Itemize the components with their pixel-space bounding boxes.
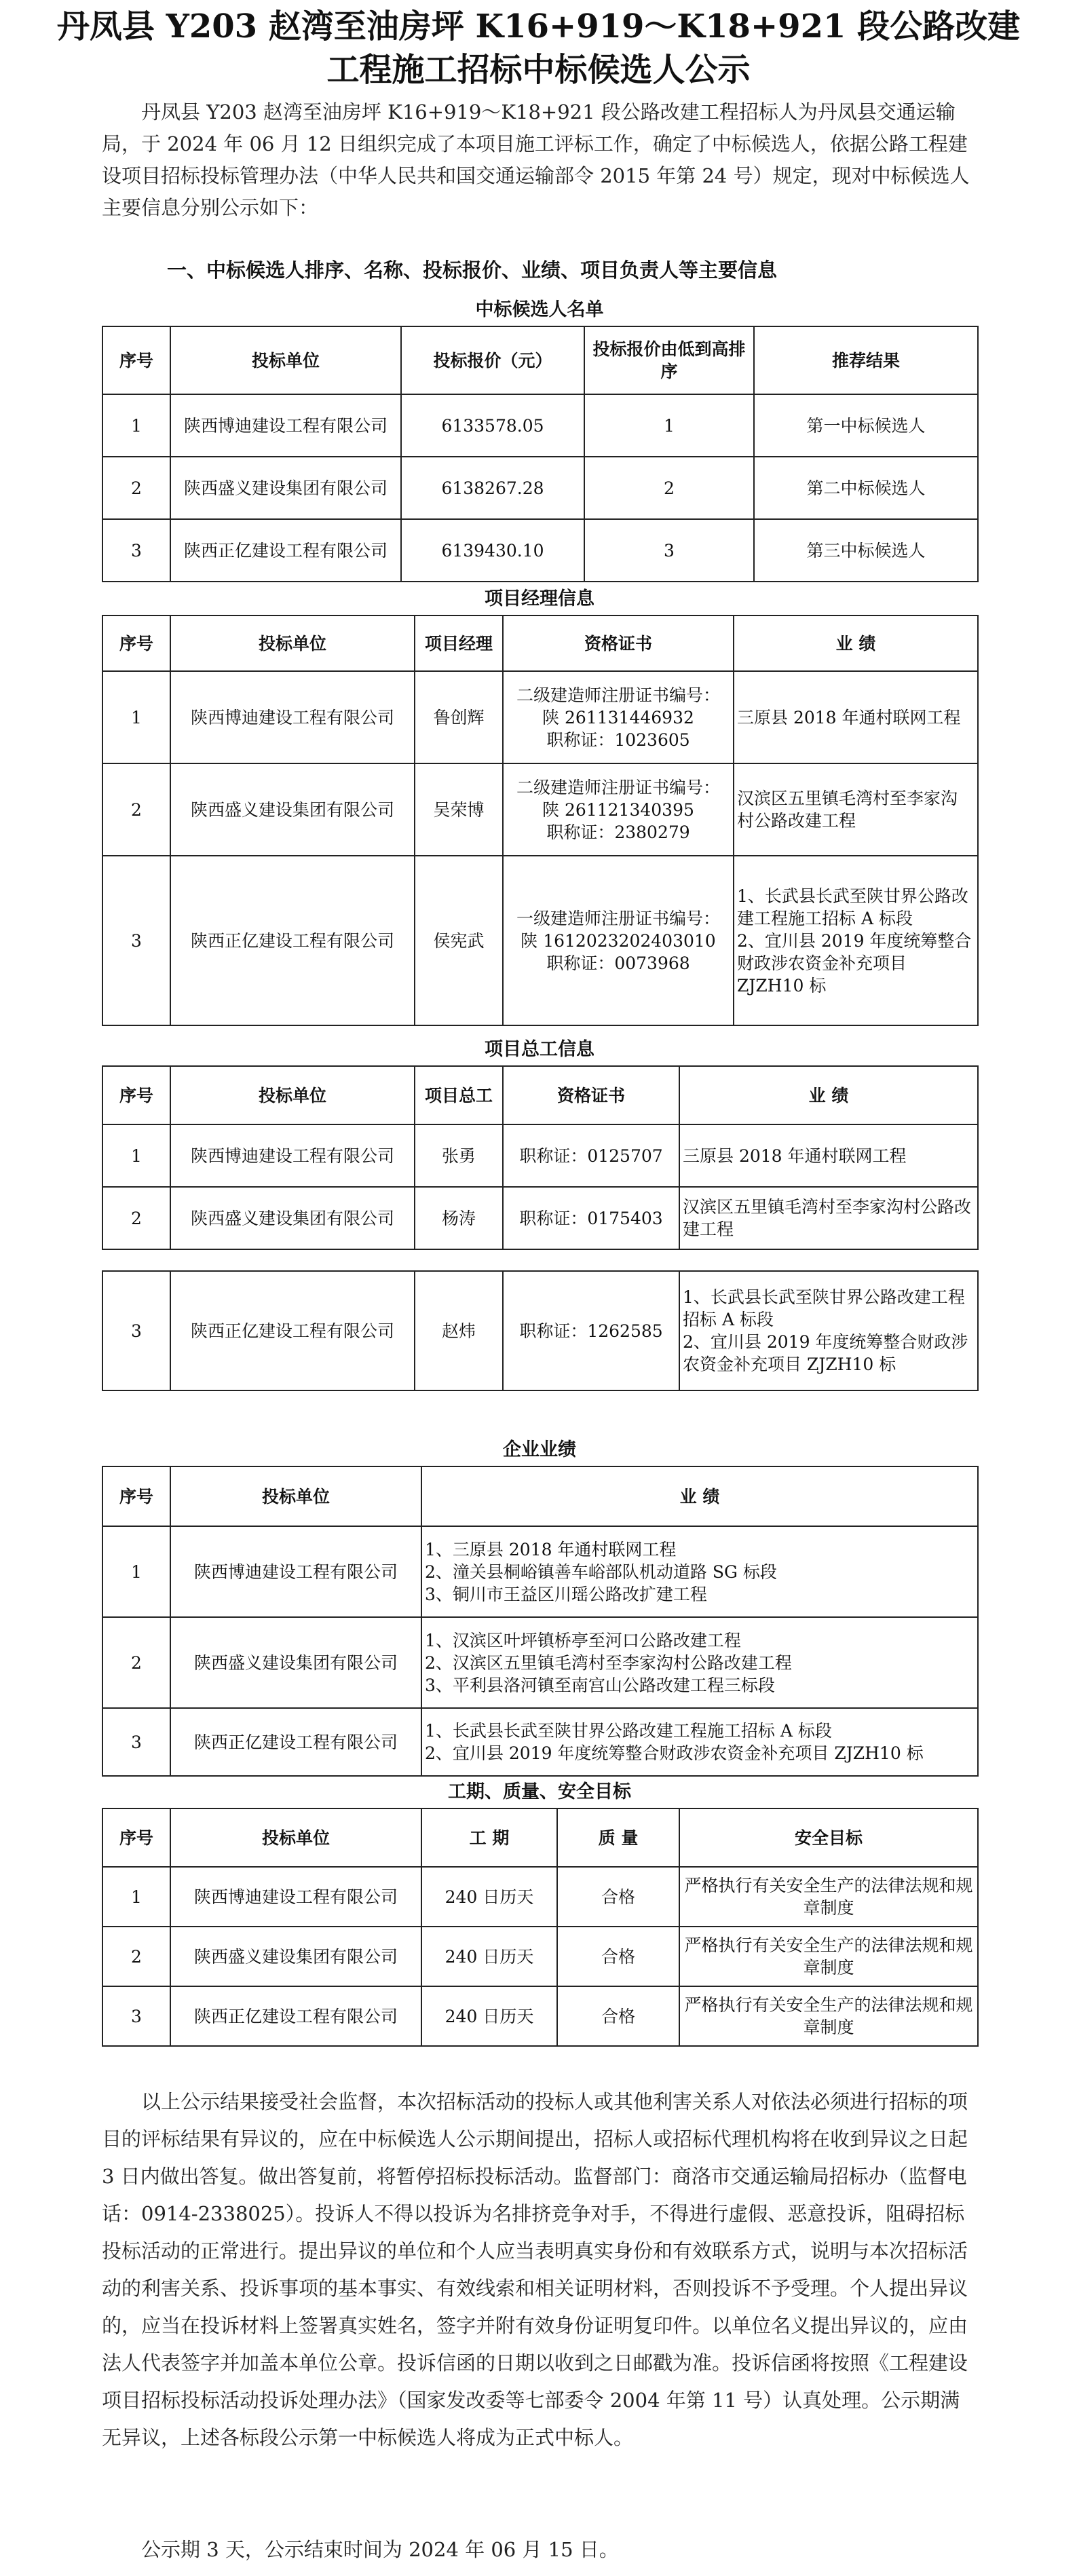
cell-no: 3 [102, 856, 170, 1025]
cert-line: 职称证：1023605 [546, 730, 690, 750]
cell-unit: 陕西正亿建设工程有限公司 [170, 856, 415, 1025]
cell-rank: 2 [584, 457, 754, 519]
cell-safety: 严格执行有关安全生产的法律法规和规章制度 [679, 1986, 978, 2046]
cell-price: 6138267.28 [401, 457, 584, 519]
cell-no: 2 [102, 457, 170, 519]
cell-result: 第三中标候选人 [754, 519, 978, 582]
perf-line: 3、平利县洛河镇至南宫山公路改建工程三标段 [425, 1675, 775, 1695]
cell-no: 3 [102, 519, 170, 582]
header-performance: 业 绩 [679, 1066, 978, 1124]
table-row [102, 1927, 978, 1986]
cell-duration: 240 日历天 [421, 1986, 557, 2046]
cert-line: 陕 1612023202403010 [521, 930, 716, 951]
cell-no: 2 [102, 763, 170, 856]
page-title-line2: 工程施工招标中标候选人公示 [326, 51, 751, 89]
cell-price: 6133578.05 [401, 394, 584, 457]
perf-line: 2、汉滨区五里镇毛湾村至李家沟村公路改建工程 [425, 1652, 792, 1673]
perf-line: 汉滨区五里镇毛湾村至李家沟村公路改建工程 [683, 1197, 972, 1239]
header-result: 推荐结果 [754, 326, 978, 394]
section-heading: 一、中标候选人排序、名称、投标报价、业绩、项目负责人等主要信息 [167, 259, 778, 282]
perf-line: 1、长武县长武至陕甘界公路改建工程施工招标 A 标段 [737, 886, 968, 928]
cell-performance [421, 1708, 978, 1776]
cert-line: 职称证：2380279 [546, 822, 690, 842]
cell-quality: 合格 [557, 1867, 679, 1927]
cell-certificate [503, 671, 734, 763]
table-row [102, 1124, 978, 1187]
table-row [102, 394, 978, 457]
table-row [102, 1617, 978, 1708]
perf-line: 1、汉滨区叶坪镇桥亭至河口公路改建工程 [425, 1630, 741, 1650]
header-unit: 投标单位 [170, 1066, 415, 1124]
table-header-row [102, 1466, 978, 1526]
header-unit: 投标单位 [170, 1808, 421, 1867]
cell-rank: 1 [584, 394, 754, 457]
cell-performance [679, 1124, 978, 1187]
cell-result: 第一中标候选人 [754, 394, 978, 457]
header-performance: 业 绩 [734, 615, 978, 671]
header-duration: 工 期 [421, 1808, 557, 1867]
cell-no: 1 [102, 1526, 170, 1617]
cell-no: 3 [102, 1271, 170, 1390]
cell-unit: 陕西正亿建设工程有限公司 [170, 519, 401, 582]
perf-line: 三原县 2018 年通村联网工程 [683, 1145, 907, 1166]
cert-line: 职称证：0073968 [546, 953, 690, 973]
cell-performance [679, 1271, 978, 1390]
table-row [102, 519, 978, 582]
table-row [102, 671, 978, 763]
header-unit: 投标单位 [170, 1466, 421, 1526]
cell-price: 6139430.10 [401, 519, 584, 582]
header-no: 序号 [102, 326, 170, 394]
perf-line: 2、宜川县 2019 年度统筹整合财政涉农资金补充项目 ZJZH10 标 [425, 1743, 924, 1763]
perf-line: 2、潼关县桐峪镇善车峪部队机动道路 SG 标段 [425, 1561, 777, 1582]
cell-rank: 3 [584, 519, 754, 582]
company-performance-caption: 企业业绩 [503, 1439, 576, 1460]
cell-unit: 陕西盛义建设集团有限公司 [170, 1617, 421, 1708]
header-chief-engineer: 项目总工 [415, 1066, 503, 1124]
cell-no: 2 [102, 1617, 170, 1708]
cell-unit: 陕西博迪建设工程有限公司 [170, 671, 415, 763]
cell-certificate [503, 856, 734, 1025]
header-safety: 安全目标 [679, 1808, 978, 1867]
cell-unit: 陕西博迪建设工程有限公司 [170, 1526, 421, 1617]
header-price: 投标报价（元） [401, 326, 584, 394]
header-rank: 投标报价由低到高排序 [584, 326, 754, 394]
header-quality: 质 量 [557, 1808, 679, 1867]
perf-line: 2、宜川县 2019 年度统筹整合财政涉农资金补充项目 ZJZH10 标 [683, 1332, 968, 1374]
table-header-row [102, 615, 978, 671]
cell-performance [734, 856, 978, 1025]
perf-line: 三原县 2018 年通村联网工程 [737, 707, 961, 727]
cell-unit: 陕西正亿建设工程有限公司 [170, 1271, 415, 1390]
cell-safety: 严格执行有关安全生产的法律法规和规章制度 [679, 1927, 978, 1986]
table-row [102, 1708, 978, 1776]
cell-unit: 陕西博迪建设工程有限公司 [170, 394, 401, 457]
perf-line: 1、长武县长武至陕甘界公路改建工程招标 A 标段 [683, 1287, 965, 1329]
cell-certificate [503, 763, 734, 856]
project-manager-caption: 项目经理信息 [485, 588, 594, 609]
publicity-period: 公示期 3 天，公示结束时间为 2024 年 06 月 15 日。 [141, 2538, 619, 2561]
cell-no: 3 [102, 1986, 170, 2046]
cell-performance [421, 1526, 978, 1617]
table-row [102, 1867, 978, 1927]
cell-safety: 严格执行有关安全生产的法律法规和规章制度 [679, 1867, 978, 1927]
header-no: 序号 [102, 1066, 170, 1124]
table-row [102, 1187, 978, 1249]
company-performance-table [102, 1466, 979, 1777]
cell-performance [679, 1187, 978, 1249]
cell-performance [421, 1617, 978, 1708]
table-row [102, 856, 978, 1025]
project-manager-table [102, 615, 979, 1026]
table-row [102, 1526, 978, 1617]
header-certificate: 资格证书 [503, 1066, 679, 1124]
table-row [102, 1271, 978, 1390]
intro-paragraph: 丹凤县 Y203 赵湾至油房坪 K16+919～K18+921 段公路改建工程招标人为丹凤县交通运输局，于 2024 年 06 月 12 日组织完成了本项目施工评标工作，确定了中标候选人，依据公路工程建设项目招标投标管理办法（中华人民共和国交通运输部令 2015 年第 24 号）规定，现对中标候选人主要信息分别公示如下： [102, 100, 970, 219]
cell-manager: 侯宪武 [415, 856, 503, 1025]
cert-line: 一级建造师注册证书编号： [516, 908, 720, 928]
cell-performance [734, 671, 978, 763]
cell-quality: 合格 [557, 1986, 679, 2046]
cell-chief-engineer: 杨涛 [415, 1187, 503, 1249]
cell-unit: 陕西博迪建设工程有限公司 [170, 1124, 415, 1187]
cell-no: 1 [102, 1124, 170, 1187]
cell-chief-engineer: 张勇 [415, 1124, 503, 1187]
cert-line: 陕 261131446932 [542, 707, 694, 727]
page-title-line1: 丹凤县 Y203 赵湾至油房坪 K16+919～K18+921 段公路改建 [56, 7, 1021, 45]
table-header-row [102, 326, 978, 394]
table-header-row [102, 1066, 978, 1124]
table-row [102, 1986, 978, 2046]
schedule-quality-safety-caption: 工期、质量、安全目标 [448, 1781, 631, 1802]
header-no: 序号 [102, 615, 170, 671]
cert-line: 二级建造师注册证书编号： [516, 777, 720, 797]
table-row [102, 763, 978, 856]
candidate-list-table [102, 326, 979, 582]
cell-manager: 吴荣博 [415, 763, 503, 856]
cert-line: 陕 261121340395 [542, 799, 694, 820]
cell-no: 3 [102, 1708, 170, 1776]
perf-line: 1、三原县 2018 年通村联网工程 [425, 1539, 677, 1559]
cell-duration: 240 日历天 [421, 1927, 557, 1986]
chief-engineer-caption: 项目总工信息 [485, 1039, 594, 1060]
cell-unit: 陕西盛义建设集团有限公司 [170, 763, 415, 856]
cell-no: 2 [102, 1187, 170, 1249]
cell-chief-engineer: 赵炜 [415, 1271, 503, 1390]
cell-unit: 陕西博迪建设工程有限公司 [170, 1867, 421, 1927]
cell-manager: 鲁创辉 [415, 671, 503, 763]
cell-duration: 240 日历天 [421, 1867, 557, 1927]
cell-no: 1 [102, 671, 170, 763]
cert-line: 二级建造师注册证书编号： [516, 685, 720, 705]
cell-unit: 陕西盛义建设集团有限公司 [170, 457, 401, 519]
header-unit: 投标单位 [170, 326, 401, 394]
cell-result: 第二中标候选人 [754, 457, 978, 519]
table-header-row [102, 1808, 978, 1867]
table-row [102, 457, 978, 519]
header-no: 序号 [102, 1808, 170, 1867]
perf-line: 3、铜川市王益区川瑶公路改扩建工程 [425, 1584, 707, 1604]
cell-performance [734, 763, 978, 856]
cell-unit: 陕西盛义建设集团有限公司 [170, 1927, 421, 1986]
cell-unit: 陕西正亿建设工程有限公司 [170, 1708, 421, 1776]
cell-no: 1 [102, 394, 170, 457]
header-no: 序号 [102, 1466, 170, 1526]
chief-engineer-table-continued [102, 1270, 979, 1391]
perf-line: 2、宜川县 2019 年度统筹整合财政涉农资金补充项目 ZJZH10 标 [737, 930, 972, 996]
cell-certificate: 职称证：0125707 [503, 1124, 679, 1187]
schedule-quality-safety-table [102, 1808, 979, 2047]
cell-unit: 陕西盛义建设集团有限公司 [170, 1187, 415, 1249]
cell-certificate: 职称证：1262585 [503, 1271, 679, 1390]
cell-no: 1 [102, 1867, 170, 1927]
closing-paragraph: 以上公示结果接受社会监督，本次招标活动的投标人或其他利害关系人对依法必须进行招标的项目的评标结果有异议的，应在中标候选人公示期间提出，招标人或招标代理机构将在收到异议之日起 3 日内做出答复。做出答复前，将暂停招标投标活动。监督部门：商洛市交通运输局招标办（监督电话：0914-2338025）。投诉人不得以投诉为名排挤竞争对手，不得进行虚假、恶意投诉，阻碍招标投标活动的正常进行。提出异议的单位和个人应当表明真实身份和有效联系方式，说明与本次招标活动的利害关系、投诉事项的基本事实、有效线索和相关证明材料，否则投诉不予受理。个人提出异议的，应当在投诉材料上签署真实姓名，签字并附有效身份证明复印件。以单位名义提出异议的，应由法人代表签字并加盖本单位公章。投诉信函的日期以收到之日邮戳为准。投诉信函将按照《工程建设项目招标投标活动投诉处理办法》（国家发改委等七部委令 2004 年第 11 号）认真处理。公示期满无异议，上述各标段公示第一中标候选人将成为正式中标人。 [102, 2090, 968, 2449]
header-performance: 业 绩 [421, 1466, 978, 1526]
cell-unit: 陕西正亿建设工程有限公司 [170, 1986, 421, 2046]
header-manager: 项目经理 [415, 615, 503, 671]
perf-line: 1、长武县长武至陕甘界公路改建工程施工招标 A 标段 [425, 1721, 832, 1741]
header-certificate: 资格证书 [503, 615, 734, 671]
cell-quality: 合格 [557, 1927, 679, 1986]
header-unit: 投标单位 [170, 615, 415, 671]
chief-engineer-table [102, 1065, 979, 1250]
candidate-list-caption: 中标候选人名单 [475, 299, 604, 320]
cell-no: 2 [102, 1927, 170, 1986]
cell-certificate: 职称证：0175403 [503, 1187, 679, 1249]
perf-line: 汉滨区五里镇毛湾村至李家沟村公路改建工程 [737, 789, 958, 831]
